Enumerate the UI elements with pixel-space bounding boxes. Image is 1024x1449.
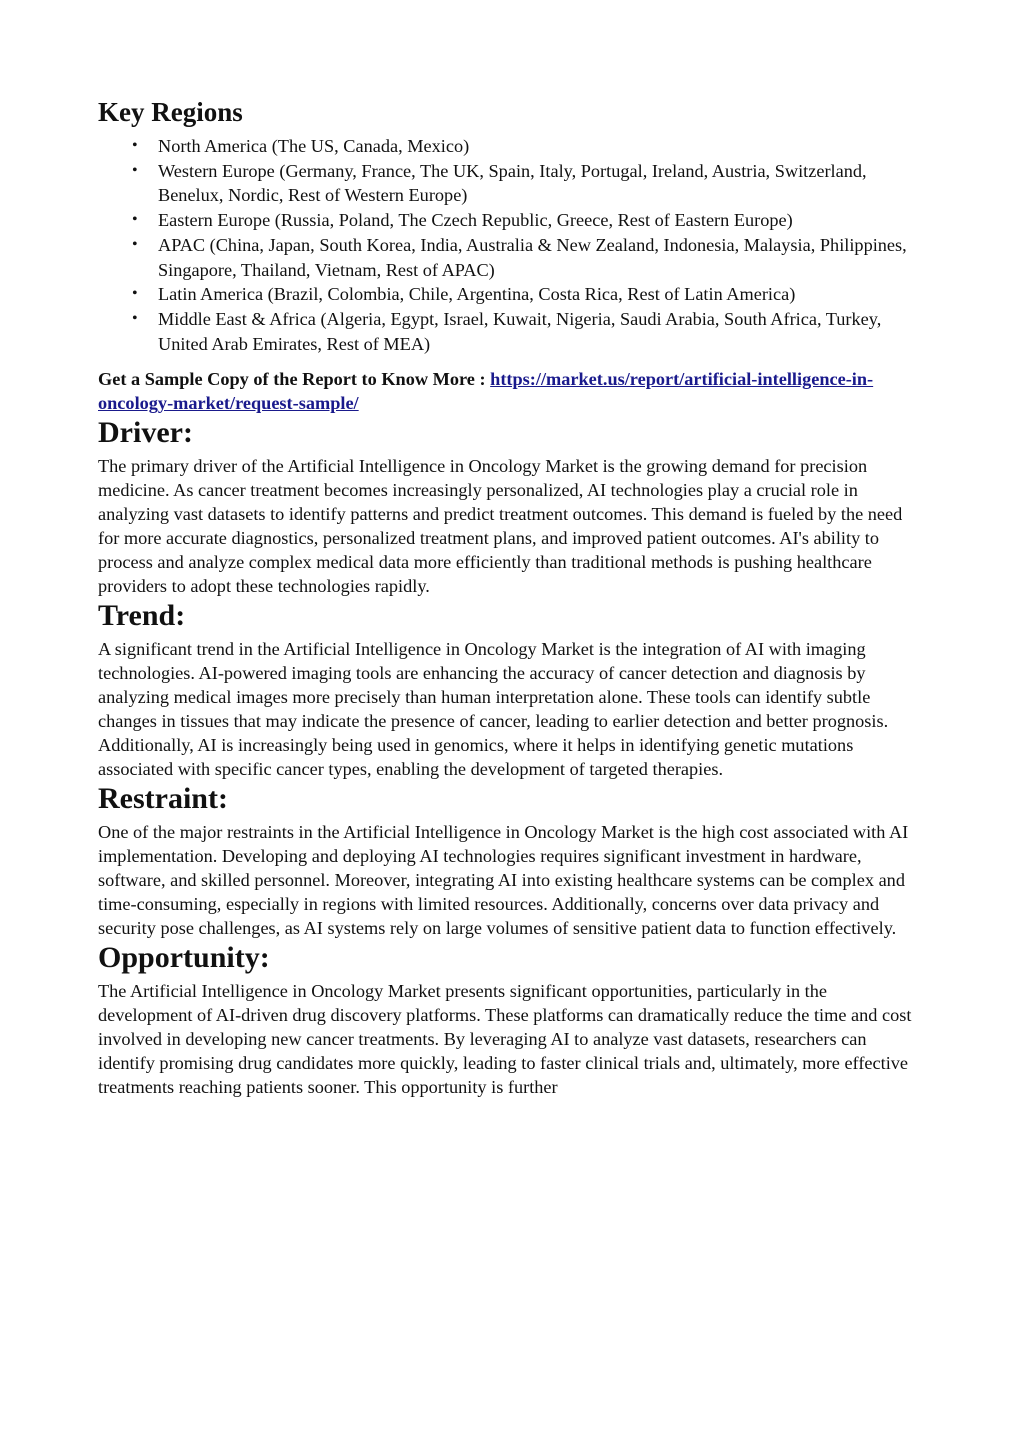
bullet-icon: • <box>132 161 138 179</box>
trend-heading: Trend: <box>98 599 186 633</box>
key-regions-list <box>98 134 924 356</box>
list-item-text: Western Europe (Germany, France, The UK, Spain, Italy, Portugal, Ireland, Austria, Switzerland, Benelux, Nordic, Rest of Western Europe) <box>158 160 867 206</box>
bullet-icon: • <box>132 235 138 253</box>
list-item <box>98 307 924 356</box>
driver-paragraph: The primary driver of the Artificial Intelligence in Oncology Market is the growing demand for precision medicine. As cancer treatment becomes increasingly personalized, AI technologies play a crucial role in analyzing vast datasets to identify patterns and predict treatment outcomes. This demand is fueled by the need for more accurate diagnostics, personalized treatment plans, and improved patient outcomes. AI's ability to process and analyze complex medical data more efficiently than traditional methods is pushing healthcare providers to adopt these technologies rapidly. <box>98 456 903 597</box>
bullet-icon: • <box>132 211 138 229</box>
key-regions-heading: Key Regions <box>98 97 243 127</box>
list-item <box>98 134 924 159</box>
opportunity-paragraph: The Artificial Intelligence in Oncology Market presents significant opportunities, particularly in the development of AI-driven drug discovery platforms. These platforms can dramatically reduce the time and cost involved in developing new cancer treatments. By leveraging AI to analyze vast datasets, researchers can identify promising drug candidates more quickly, leading to faster clinical trials and, ultimately, more effective treatments reaching patients sooner. This opportunity is further <box>98 981 912 1098</box>
sample-request-link[interactable]: https://market.us/report/artificial-intelligence-in-oncology-market/request-sample/ <box>98 369 874 414</box>
list-item-text: Eastern Europe (Russia, Poland, The Czech Republic, Greece, Rest of Eastern Europe) <box>158 210 793 231</box>
driver-heading: Driver: <box>98 416 193 450</box>
bullet-icon: • <box>132 137 138 154</box>
list-item <box>98 159 924 208</box>
list-item <box>98 208 924 233</box>
opportunity-heading: Opportunity: <box>98 941 270 975</box>
list-item-text: Latin America (Brazil, Colombia, Chile, Argentina, Costa Rica, Rest of Latin America) <box>158 284 796 305</box>
list-item-text: North America (The US, Canada, Mexico) <box>158 136 470 156</box>
list-item <box>98 282 924 307</box>
restraint-paragraph: One of the major restraints in the Artificial Intelligence in Oncology Market is the high cost associated with AI implementation. Developing and deploying AI technologies requires significant investment in hardware, software, and skilled personnel. Moreover, integrating AI into existing healthcare systems can be complex and time-consuming, especially in regions with limited resources. Additionally, concerns over data privacy and security pose challenges, as AI systems rely on large volumes of sensitive patient data to function effectively. <box>98 822 909 939</box>
bullet-icon: • <box>132 309 138 327</box>
list-item-text: APAC (China, Japan, South Korea, India, Australia & New Zealand, Indonesia, Malaysia, Philippines, Singapore, Thailand, Vietnam, Rest of APAC) <box>158 234 907 280</box>
restraint-heading: Restraint: <box>98 782 228 816</box>
list-item <box>98 233 924 282</box>
trend-paragraph: A significant trend in the Artificial Intelligence in Oncology Market is the integration of AI with imaging technologies. AI-powered imaging tools are enhancing the accuracy of cancer detection and diagnosis by analyzing medical images more precisely than human interpretation alone. These tools can identify subtle changes in tissues that may indicate the presence of cancer, leading to earlier detection and better prognosis. Additionally, AI is increasingly being used in genomics, where it helps in identifying genetic mutations associated with specific cancer types, enabling the development of targeted therapies. <box>98 639 889 780</box>
list-item-text: Middle East & Africa (Algeria, Egypt, Israel, Kuwait, Nigeria, Saudi Arabia, South Africa, Turkey, United Arab Emirates, Rest of MEA) <box>158 308 882 354</box>
sample-request-line <box>98 367 924 415</box>
sample-request-label: Get a Sample Copy of the Report to Know More : <box>98 369 491 390</box>
bullet-icon: • <box>132 285 138 303</box>
